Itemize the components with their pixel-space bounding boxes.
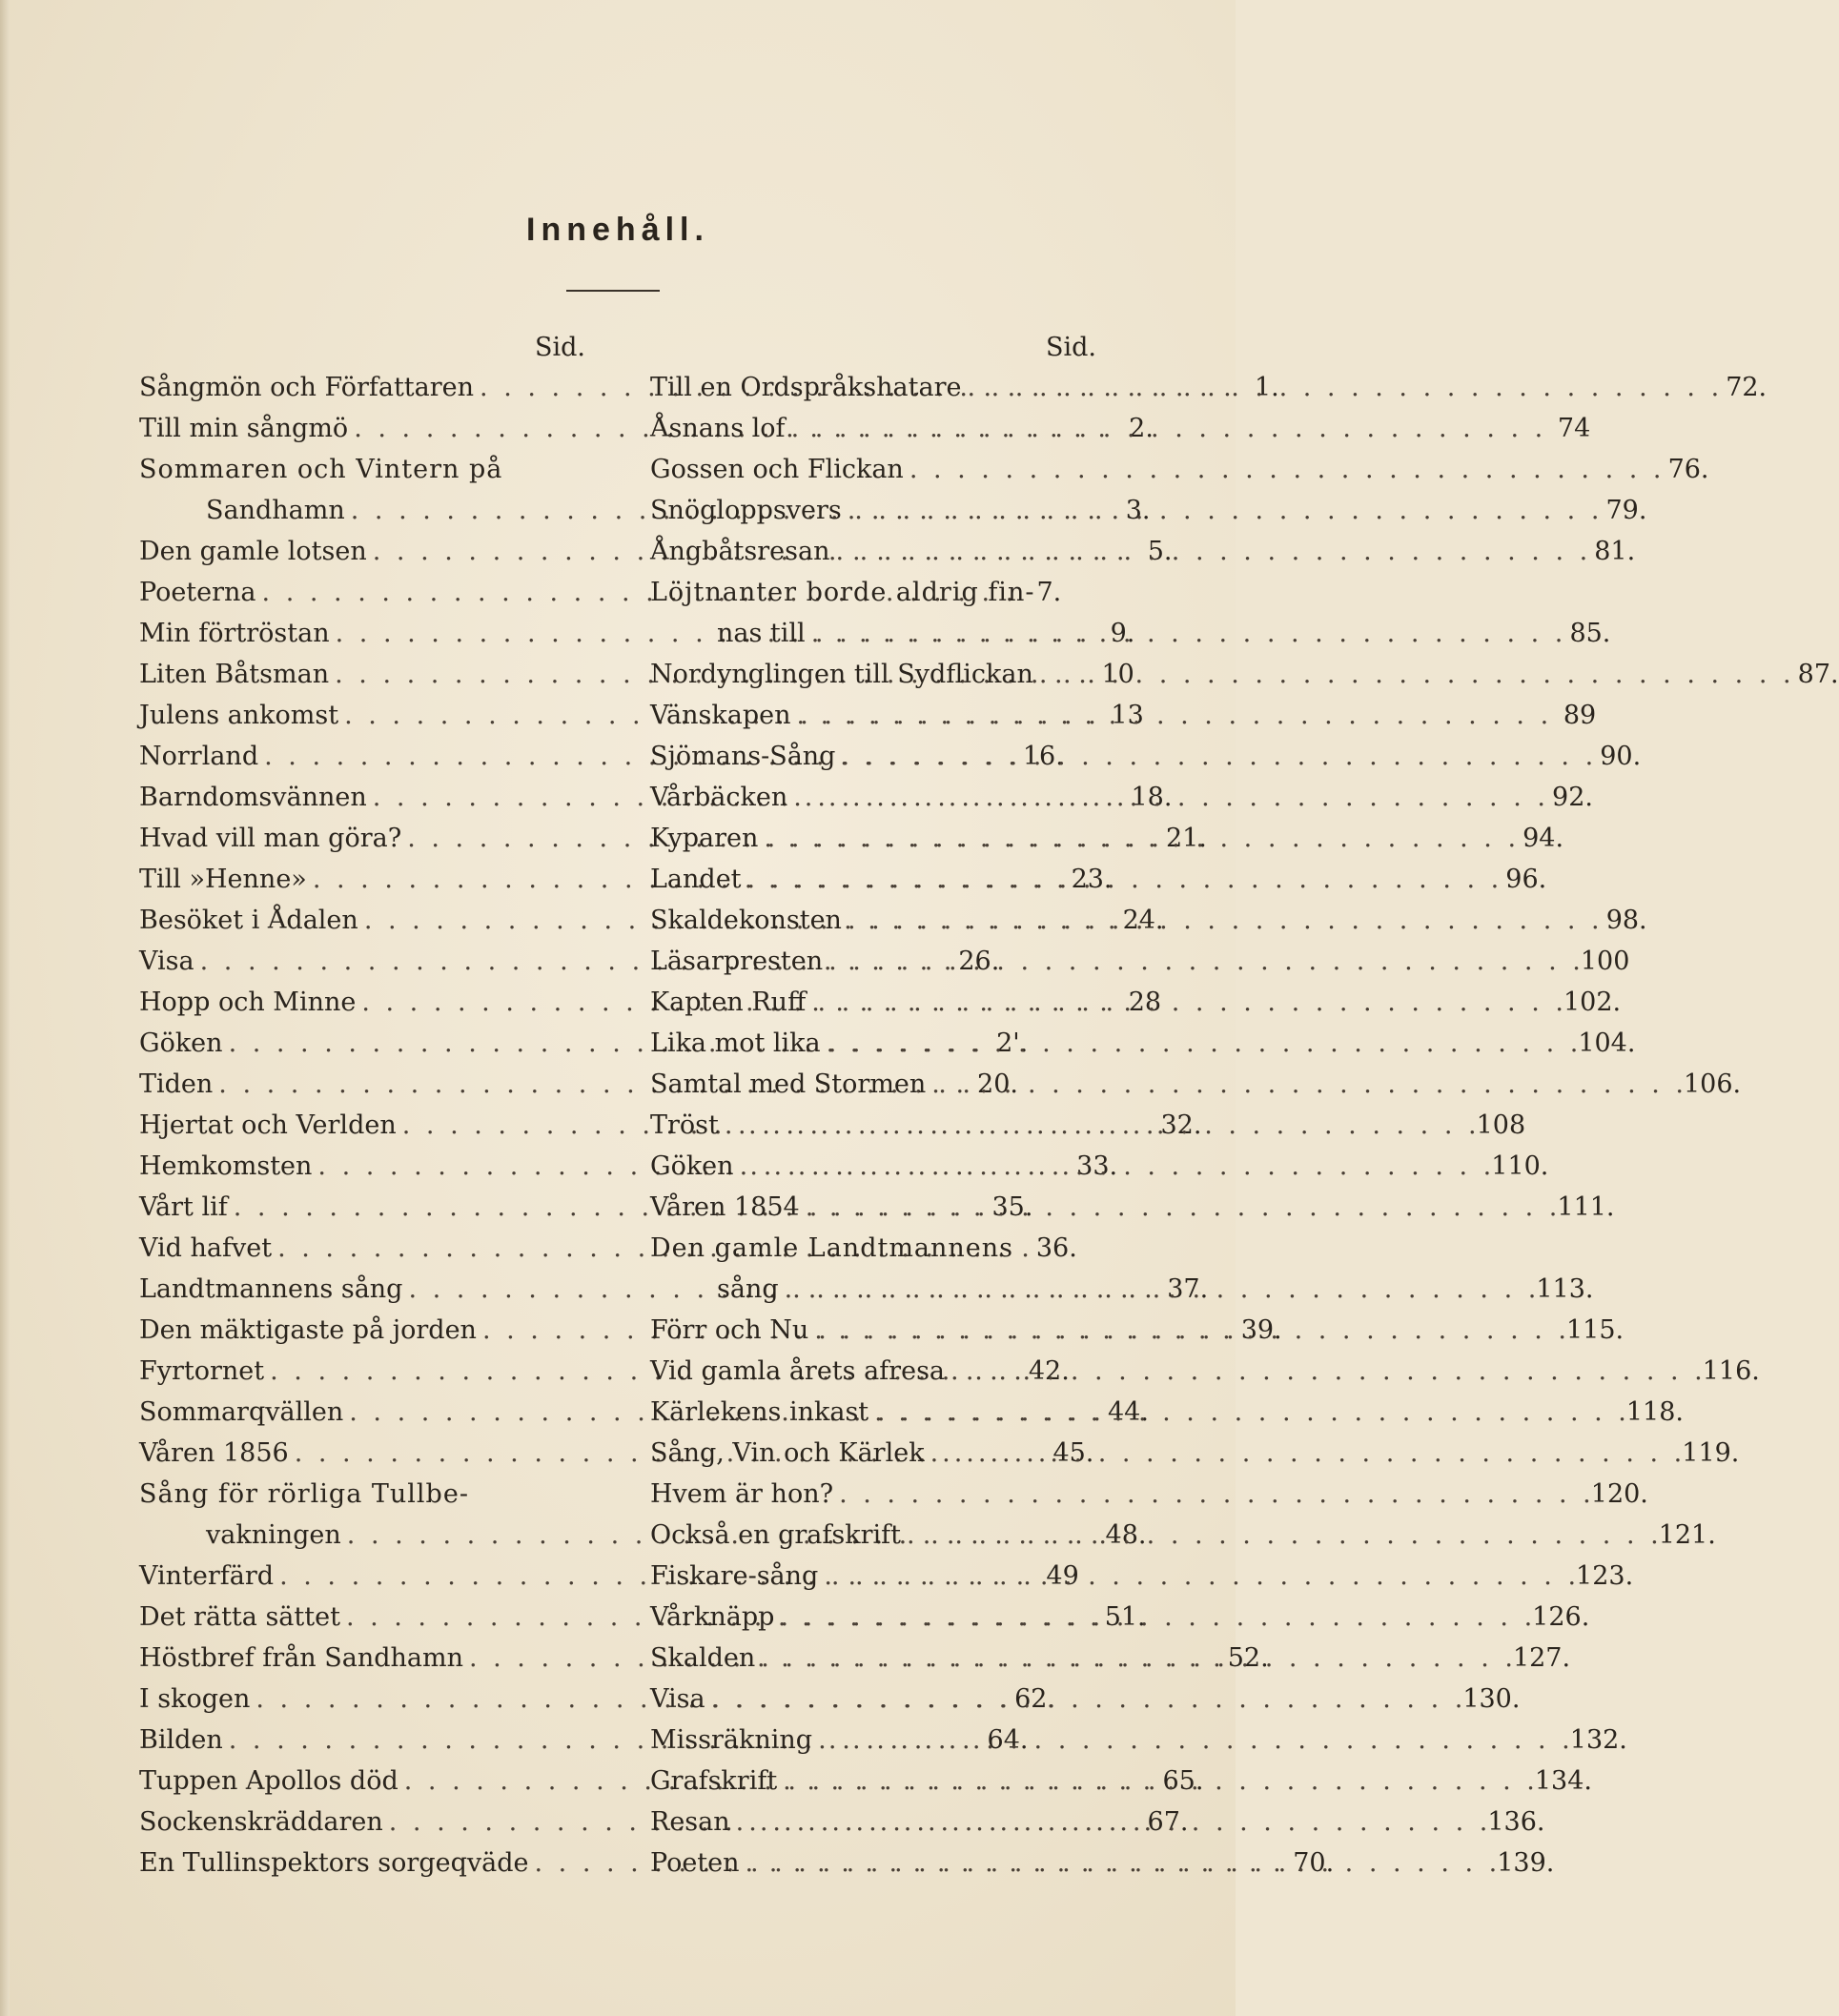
toc-entry-title: Vårt lif [139,1192,228,1222]
dot-leader [926,1064,1684,1105]
dot-leader [821,1023,1579,1064]
toc-entry [650,1433,1740,1474]
dot-leader [925,1433,1683,1474]
toc-entry-page: 21. [1165,824,1207,853]
dot-leader [818,1556,1576,1597]
dot-leader [800,1187,1558,1228]
toc-entry-page: 51. [1104,1602,1146,1632]
dot-leader [808,1310,1566,1351]
toc-entry [139,1474,585,1515]
toc-entry-page: 139. [1497,1848,1555,1878]
toc-entry-title: Hvem är hon? [650,1479,834,1509]
toc-entry-title: Barndomsvännen [139,783,367,812]
toc-entry [650,572,1096,613]
toc-entry-page: 108 [1476,1110,1526,1140]
toc-entry-title: I skogen [139,1684,251,1714]
toc-entry [650,1474,1648,1515]
dot-leader [774,1597,1532,1638]
toc-entry-title: Vänskapen [650,701,791,730]
toc-entry-title: Våren 1856 [139,1438,289,1468]
toc-entry-title: Löjtnanter borde aldrig fin- [650,578,1035,607]
toc-entry-title: Kyparen [650,824,759,853]
toc-entry-page: 16. [1022,742,1064,771]
toc-entry-title: Landet [650,865,742,894]
toc-entry-page: 100 [1580,947,1630,976]
dot-leader [806,982,1563,1023]
dot-leader [786,408,1543,449]
toc-entry-page: 20. [977,1069,1018,1099]
toc-entry-title: Landtmannens sång [139,1274,403,1304]
toc-entry-title: nas till [717,619,806,648]
toc-entry-page: 102. [1563,988,1622,1017]
toc-entry-title: Tuppen Apollos död [139,1766,398,1796]
toc-entry-page: 32. [1160,1110,1202,1140]
toc-entry-page: 127. [1512,1643,1571,1673]
toc-entry-page: 85. [1569,619,1611,648]
toc-entry-page: 26. [958,947,1000,976]
toc-entry-page: 104. [1578,1028,1636,1058]
toc-entry-title: Den mäktigaste på jorden [139,1315,477,1345]
toc-entry-page: 18. [1131,783,1173,812]
toc-entry-page: 81. [1594,537,1636,566]
toc-entry-title: Vid hafvet [139,1233,273,1263]
toc-entry-title: Höstbref från Sandhamn [139,1643,463,1673]
dot-leader [740,1843,1498,1884]
toc-entry-page: 89 [1563,701,1597,730]
toc-entry [650,1679,1521,1720]
toc-entry-page: 134. [1534,1766,1592,1796]
dot-leader [901,1515,1659,1556]
toc-entry-title: Sång, Vin och Kärlek [650,1438,925,1468]
toc-entry [650,613,1611,654]
toc-entry-title: Till »Henne» [139,865,307,894]
toc-entry-title: Sockenskräddaren [139,1807,383,1837]
dot-leader [742,859,1500,900]
toc-entry [650,1228,1096,1269]
toc-entry-page: 44. [1107,1397,1149,1427]
toc-entry-title: Sommaren och Vintern på [139,455,503,484]
dot-leader [758,818,1516,859]
toc-entry-title: Också en grafskrift [650,1520,901,1550]
toc-entry [650,1187,1615,1228]
toc-entry-page: 7. [1036,578,1062,607]
dot-leader [806,613,1563,654]
dot-leader [842,490,1600,531]
toc-entry-title: Gossen och Flickan [650,455,904,484]
toc-entry [650,1556,1634,1597]
toc-entry-page: 79. [1605,496,1647,525]
toc-entry-page: 5. [1147,537,1173,566]
toc-entry-title: Bilden [139,1725,223,1755]
toc-entry-title: Det rätta sättet [139,1602,340,1632]
toc-entry-page: 136. [1487,1807,1545,1837]
toc-entry [650,736,1642,777]
toc-entry-page: 106. [1684,1069,1742,1099]
toc-entry-page: 3. [1125,496,1151,525]
toc-entry-title: Min förtröstan [139,619,330,648]
page-title: Innehåll. [526,212,709,248]
toc-entry-title: Våren 1854 [650,1192,800,1222]
toc-entry-page: 1. [1254,373,1279,402]
dot-leader [961,367,1719,408]
toc-entry-title: Göken [650,1151,734,1181]
dot-leader [1033,654,1791,695]
dot-leader [835,736,1593,777]
toc-entry-title: Tröst [650,1110,719,1140]
toc-entry-title: Hemkomsten [139,1151,313,1181]
toc-entry-title: Hopp och Minne [139,988,357,1017]
toc-entry-title: Snögloppsvers [650,496,842,525]
toc-entry [139,1269,1209,1310]
toc-entry-page: 76. [1667,455,1709,484]
toc-entry-page: 92. [1552,783,1593,812]
dot-leader [779,1269,1537,1310]
dot-leader [730,1802,1488,1843]
dot-leader [904,449,1662,490]
toc-entry-page: 72. [1726,373,1767,402]
toc-entry-page: 115. [1565,1315,1624,1345]
toc-entry-title: Till min sångmö [139,414,349,443]
toc-entry-title: Göken [139,1028,223,1058]
toc-entry-page: 132. [1569,1725,1627,1755]
toc-entry-page: 118. [1625,1397,1684,1427]
dot-leader [777,1761,1535,1802]
toc-entry-page: 110. [1491,1151,1549,1181]
toc-entry-page: 52. [1227,1643,1269,1673]
title-rule [566,290,660,292]
dot-leader [790,695,1548,736]
toc-entry-title: sång [717,1274,779,1304]
toc-entry-page: 62. [1014,1684,1056,1714]
toc-entry-title: vakningen [206,1520,341,1550]
toc-entry [650,1064,1742,1105]
toc-entry-page: 67. [1147,1807,1189,1837]
toc-entry-title: Hjertat och Verlden [139,1110,397,1140]
toc-entry-title: Resan [650,1807,730,1837]
toc-entry-page: 94. [1522,824,1564,853]
toc-entry-title: Missräkning [650,1725,813,1755]
toc-entry-page: 113. [1536,1274,1594,1304]
toc-entry [650,1351,1760,1392]
toc-entry [139,449,585,490]
toc-entry-page: 28 [1128,988,1162,1017]
toc-entry-title: Samtal med Stormen [650,1069,927,1099]
toc-entry-title: Till en Ordspråkshatare [650,373,962,402]
dot-leader [830,531,1588,572]
toc-entry [650,367,1767,408]
toc-entry-title: Vårbäcken [650,783,788,812]
toc-entry-title: Vid gamla årets afresa [650,1356,946,1386]
toc-entry-title: Ångbåtsresan [650,537,830,566]
toc-entry-page: 10 [1101,660,1134,689]
toc-entry-title: Åsnans lof [650,414,786,443]
toc-entry-title: Grafskrift [650,1766,778,1796]
toc-entry-title: Kärlekens inkast [650,1397,869,1427]
toc-entry-title: Hvad vill man göra? [139,824,402,853]
toc-entry-page: 119. [1682,1438,1740,1468]
toc-entry-title: Fiskare-sång [650,1561,819,1591]
toc-entry-title: Liten Båtsman [139,660,330,689]
sid-label-right: Sid. [1046,333,1096,362]
toc-entry [650,1023,1636,1064]
toc-entry-title: Sångmön och Författaren [139,373,475,402]
toc-entry-title: Sång för rörliga Tullbe- [139,1479,469,1509]
toc-entry-page: 120. [1590,1479,1648,1509]
dot-leader [755,1638,1513,1679]
toc-entry-title: Kapten Ruff [650,988,807,1017]
toc-entry-page: 111. [1557,1192,1615,1222]
toc-entry-title: Förr och Nu [650,1315,809,1345]
toc-entry-title: Nordynglingen till Sydflickan [650,660,1033,689]
toc-entry-page: 65. [1162,1766,1204,1796]
dot-leader [787,777,1545,818]
toc-entry-page: 39. [1240,1315,1282,1345]
toc-entry-title: Besöket i Ådalen [139,906,358,935]
toc-entry-page: 64. [987,1725,1029,1755]
toc-entry-page: 49 [1046,1561,1079,1591]
toc-entry-title: Läsarpresten [650,947,824,976]
toc-entry-title: Vårknäpp [650,1602,775,1632]
toc-entry-page: 36. [1035,1233,1077,1263]
toc-entry-page: 23. [1071,865,1113,894]
toc-entry-title: Skaldekonsten [650,906,842,935]
toc-entry-page: 98. [1605,906,1647,935]
toc-entry-page: 121. [1658,1520,1716,1550]
toc-entry-page: 45. [1052,1438,1094,1468]
dot-leader [868,1392,1626,1433]
toc-entry-title: Tiden [139,1069,214,1099]
toc-entry-page: 74 [1557,414,1591,443]
toc-entry-page: 2'. [996,1028,1029,1058]
toc-entry-title: Lika mot lika [650,1028,821,1058]
toc-entry-page: 96. [1505,865,1547,894]
toc-entry-page: 87. [1797,660,1839,689]
dot-leader [705,1679,1463,1720]
page-spine-edge [0,0,10,2016]
toc-entry-page: 130. [1462,1684,1521,1714]
toc-entry-page: 123. [1576,1561,1634,1591]
toc-entry-page: 9. [1110,619,1135,648]
toc-entry-title: Sjömans-Sång [650,742,836,771]
toc-entry [650,859,1547,900]
toc-entry-title: Fyrtornet [139,1356,265,1386]
toc-entry-page: 2. [1129,414,1154,443]
toc-entry-title: Skalden [650,1643,756,1673]
toc-entry-title: Poeten [650,1848,740,1878]
toc-entry [650,449,1709,490]
toc-entry-page: 126. [1532,1602,1590,1632]
toc-entry-page: 42. [1028,1356,1070,1386]
toc-entry-title: Den gamle Landtmannens [650,1233,1014,1263]
toc-entry [650,531,1636,572]
toc-entry [650,490,1647,531]
toc-entry-page: 70. [1293,1848,1335,1878]
toc-entry-page: 116. [1702,1356,1760,1386]
toc-entry-title: Den gamle lotsen [139,537,367,566]
toc-entry-page: 24. [1122,906,1164,935]
toc-entry-title: Vinterfärd [139,1561,275,1591]
dot-leader [945,1351,1703,1392]
dot-leader [833,1474,1591,1515]
sid-label-left: Sid. [535,333,585,362]
toc-entry-page: 13 [1111,701,1144,730]
toc-entry-title: Visa [650,1684,705,1714]
dot-leader [719,1105,1477,1146]
dot-leader [812,1720,1570,1761]
dot-leader [734,1146,1492,1187]
toc-entry-title: Julens ankomst [139,701,339,730]
toc-entry-page: 33. [1076,1151,1118,1181]
dot-leader [842,900,1600,941]
toc-entry-title: Norrland [139,742,259,771]
toc-entry-page: 35. [991,1192,1033,1222]
toc-entry-title: Visa [139,947,194,976]
toc-entry-title: Poeterna [139,578,256,607]
toc-entry [650,408,1591,449]
toc-entry-title: Sandhamn [206,496,345,525]
toc-entry-title: En Tullinspektors sorgeqväde [139,1848,529,1878]
toc-entry-page: 37. [1167,1274,1209,1304]
toc-entry-title: Sommarqvällen [139,1397,344,1427]
toc-entry-page: 90. [1600,742,1642,771]
toc-entry [650,1720,1627,1761]
dot-leader [823,941,1581,982]
toc-entry [650,941,1630,982]
toc-entry-page: 48. [1105,1520,1147,1550]
